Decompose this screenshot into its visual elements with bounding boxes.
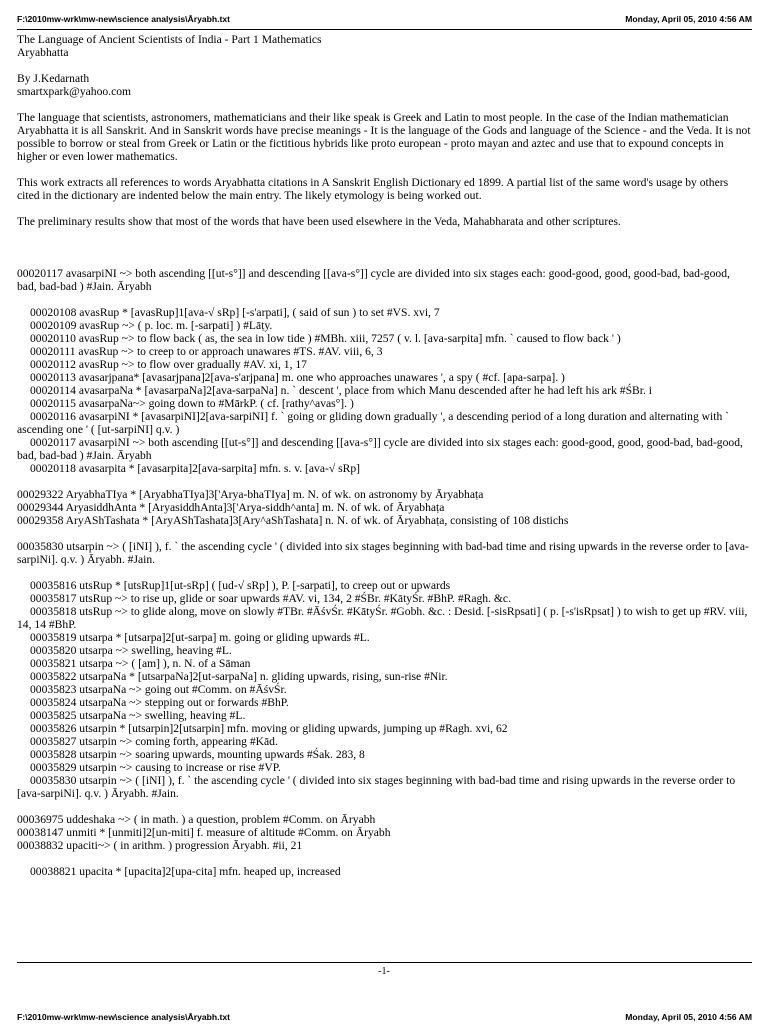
list-item: 00020108 avasRup * [avasRup]1[ava-√ sRp] [-s'arpati], ( said of sun ) to set #VS. xvi, 7 (30, 306, 440, 319)
page-header (17, 14, 752, 25)
list-item: 00020118 avasarpita * [avasarpita]2[ava-sarpita] mfn. s. v. [ava-√ sRp] (30, 462, 361, 475)
entry-group-avasrup (17, 306, 752, 410)
list-item: 00036975 uddeshaka ~> ( in math. ) a question, problem #Comm. on Āryabh (17, 813, 376, 826)
entry-group-utsrup (17, 579, 752, 605)
page-header-next (17, 1012, 752, 1023)
file-path: F:\2010mw-wrk\mw-new\science analysis\Āryabh.txt (17, 14, 231, 24)
header-divider (17, 29, 752, 30)
print-date: Monday, April 05, 2010 4:56 AM (625, 14, 752, 24)
list-item: 00020117 avasarpiNI ~> both ascending [[ut-s°]] and descending [[ava-s°]] cycle are divided into six stages each: good-good, good, good-bad, bad-good, bad, bad-bad ) #Jain. Āryabh (17, 436, 743, 462)
list-item: 00020114 avasarpaNa * [avasarpaNa]2[ava-sarpaNa] n. ` descent ', place from which Manu descended after he had left his ark #ŚBr. i (30, 384, 652, 397)
list-item: 00029344 AryasiddhAnta * [AryasiddhAnta]3['Arya-siddh^anta] m. N. of wk. of Āryabhaṭa (17, 501, 445, 514)
list-item: 00035816 utsRup * [utsRup]1[ut-sRp] ( [ud-√ sRp] ), P. [-sarpati], to creep out or upwards (30, 579, 451, 592)
list-item: 00035825 utsarpaNa ~> swelling, heaving #L. (30, 709, 246, 722)
list-item: 00020110 avasRup ~> to flow back ( as, the sea in low tide ) #MBh. xiii, 7257 ( v. l. [ava-sarpita] mfn. ` caused to flow back ' ) (30, 332, 621, 345)
main-entry-utsarpin: 00035830 utsarpin ~> ( [iNI] ), f. ` the ascending cycle ' ( divided into six stages beginning with bad-bad time and rising upwards in the reverse order to [ava-sarpiNi]. q.v. ) Āryabh. #Jain. (17, 540, 749, 566)
list-item: 00020113 avasarjpana* [avasarjpana]2[ava-s'arjpana] m. one who approaches unawares ', a spy ( #cf. [apa-sarpa]. ) (30, 371, 565, 384)
list-item: 00035821 utsarpa ~> ( [am] ), n. N. of a Sāman (30, 657, 251, 670)
intro-paragraph-2: This work extracts all references to words Aryabhatta citations in A Sanskrit English Dictionary ed 1899. A partial list of the same word's usage by others cited in the dictionary are indented below the main entry. The likely etymology is being worked out. (17, 176, 729, 202)
entry-group-aryabhatiya (17, 488, 752, 527)
list-item: 00035820 utsarpa ~> swelling, heaving #L. (30, 644, 232, 657)
list-item: 00035827 utsarpin ~> coming forth, appearing #Kād. (30, 735, 278, 748)
intro-paragraph-3: The preliminary results show that most of the words that have been used elsewhere in the Veda, Mahabharata and other scriptures. (17, 215, 621, 228)
list-item: 00035829 utsarpin ~> causing to increase or rise #VP. (30, 761, 281, 774)
footer-divider (17, 962, 752, 963)
doc-title: The Language of Ancient Scientists of India - Part 1 Mathematics (17, 33, 322, 46)
list-item: 00029322 AryabhaTIya * [AryabhaTIya]3['Arya-bhaTIya] m. N. of wk. on astronomy by Āryabhaṭa (17, 488, 484, 501)
author-email: smartxpark@yahoo.com (17, 85, 132, 98)
list-item: 00035818 utsRup ~> to glide along, move on slowly #TBr. #ĀśvŚr. #KātyŚr. #Gobh. &c. : Desid. [-sisRpsati] ( p. [-s'isRpsat] ) to wish to get up #RV. viii, 14, 14 #BhP. (17, 605, 748, 631)
intro-paragraph-1: The language that scientists, astronomers, mathematicians and their like speak is Greek and Latin to most people. In the case of the Indian mathematician Aryabhatta it is all Sanskrit. And in Sanskrit words have precise meanings - It is the language of the Gods and language of the Science - and the Veda. It is not possible to borrow or steal from Greek or Latin or the fictitious hybrids like proto european - proto mayan and aztec and use that to expound concepts in higher or even lower mathematics. (17, 111, 751, 163)
list-item: 00035822 utsarpaNa * [utsarpaNa]2[ut-sarpaNa] n. gliding upwards, rising, sun-rise #Nir. (30, 670, 448, 683)
list-item: 00035826 utsarpin * [utsarpin]2[utsarpin] mfn. moving or gliding upwards, jumping up #Ragh. xvi, 62 (30, 722, 508, 735)
list-item: 00020112 avasRup ~> to flow over gradually #AV. xi, 1, 17 (30, 358, 307, 371)
author-name: By J.Kedarnath (17, 72, 90, 85)
list-item: 00035817 utsRup ~> to rise up, glide or soar upwards #AV. vi, 134, 2 #ŚBr. #KātyŚr. #BhP. #Ragh. &c. (30, 592, 511, 605)
list-item: 00020109 avasRup ~> ( p. loc. m. [-sarpati] ) #Lāṭy. (30, 319, 273, 332)
list-item: 00029358 AryAShTashata * [AryAShTashata]3[Ary^aShTashata] n. N. of wk. of Āryabhaṭa, consisting of 108 distichs (17, 514, 569, 527)
print-date: Monday, April 05, 2010 4:56 AM (625, 1012, 752, 1022)
entry-group-misc (17, 813, 752, 852)
document-body (17, 33, 752, 878)
main-entry-avasarpini: 00020117 avasarpiNI ~> both ascending [[ut-s°]] and descending [[ava-s°]] cycle are divided into six stages each: good-good, good, good-bad, bad-good, bad, bad-bad ) #Jain. Āryabh (17, 267, 730, 293)
list-item: 00035828 utsarpin ~> soaring upwards, mounting upwards #Śak. 283, 8 (30, 748, 365, 761)
page-number: -1- (378, 966, 390, 977)
doc-subtitle: Aryabhatta (17, 46, 69, 59)
list-item: 00038147 unmiti * [unmiti]2[un-miti] f. measure of altitude #Comm. on Āryabh (17, 826, 391, 839)
file-path: F:\2010mw-wrk\mw-new\science analysis\Āryabh.txt (17, 1012, 231, 1022)
list-item: 00035830 utsarpin ~> ( [iNI] ), f. ` the ascending cycle ' ( divided into six stages beginning with bad-bad time and rising upwards in the reverse order to [ava-sarpiNi]. q.v. ) Āryabh. #Jain. (17, 774, 736, 800)
list-item: 00038821 upacita * [upacita]2[upa-cita] mfn. heaped up, increased (30, 865, 341, 878)
list-item: 00020116 avasarpiNI * [avasarpiNI]2[ava-sarpiNI] f. ` going or gliding down gradually ', a descending period of a long duration and alternating with ` ascending one ' ( [ut-sarpiNI] q.v. ) (17, 410, 730, 436)
list-item: 00035823 utsarpaNa ~> going out #Comm. on #ĀśvŚr. (30, 683, 287, 696)
list-item: 00020111 avasRup ~> to creep to or approach unawares #TS. #AV. viii, 6, 3 (30, 345, 383, 358)
list-item: 00035824 utsarpaNa ~> stepping out or forwards #BhP. (30, 696, 289, 709)
list-item: 00038832 upaciti~> ( in arithm. ) progression Āryabh. #ii, 21 (17, 839, 303, 852)
list-item: 00020115 avasarpaNa~> going down to #MārkP. ( cf. [rathy^avas°]. ) (30, 397, 354, 410)
list-item: 00035819 utsarpa * [utsarpa]2[ut-sarpa] m. going or gliding upwards #L. (30, 631, 370, 644)
